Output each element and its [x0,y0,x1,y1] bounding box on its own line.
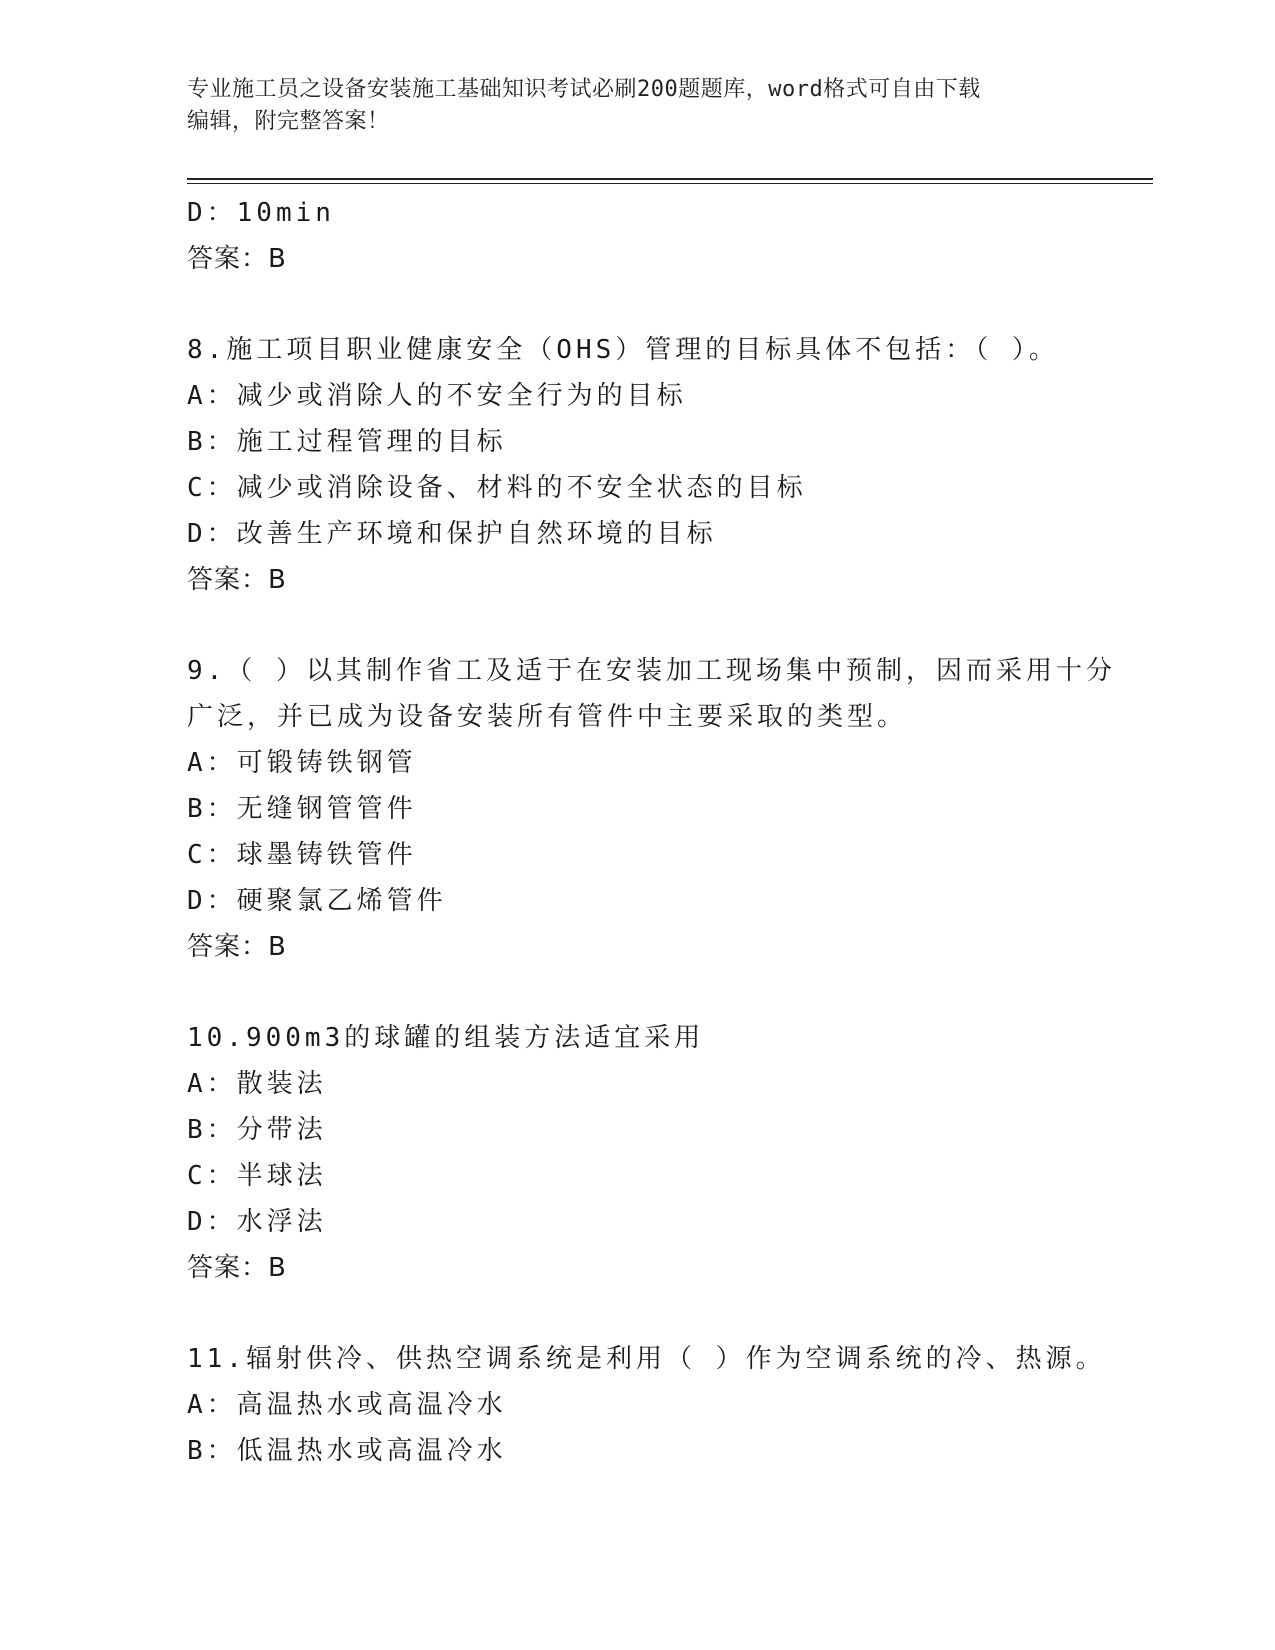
header-divider-thick [187,178,1153,180]
question-list [187,190,1153,1474]
option-b: B：分带法 [187,1115,327,1145]
question-gap [187,1291,1153,1336]
option-c: C：减少或消除设备、材料的不安全状态的目标 [187,473,807,503]
option-d: D：硬聚氯乙烯管件 [187,886,447,916]
header-title-line-2: 编辑，附完整答案！ [187,109,390,134]
option-a: A：减少或消除人的不安全行为的目标 [187,381,687,411]
option-a: A：高温热水或高温冷水 [187,1390,507,1420]
option-c: C：半球法 [187,1161,327,1191]
question-item-9 [187,648,1153,970]
question-item-8 [187,327,1153,603]
question-item-10 [187,1015,1153,1291]
question-item-11 [187,1336,1153,1474]
question-stem: 8.施工项目职业健康安全（OHS）管理的目标具体不包括：（ ）。 [187,335,1059,365]
header-title-line-1: 专业施工员之设备安装施工基础知识考试必刷200题题库，word格式可自由下载 [187,77,981,102]
answer-line: 答案：B [187,932,287,962]
option-b: B：低温热水或高温冷水 [187,1436,507,1466]
answer-line: 答案：B [187,1253,287,1283]
option-d: D：改善生产环境和保护自然环境的目标 [187,519,717,549]
option-d: D：水浮法 [187,1207,327,1237]
question-gap [187,603,1153,648]
option-c: C：球墨铸铁管件 [187,840,417,870]
option-b: B：施工过程管理的目标 [187,427,507,457]
question-gap [187,970,1153,1015]
question-stem: 10.900m3的球罐的组装方法适宜采用 [187,1023,705,1053]
answer-line: 答案：B [187,244,287,274]
question-stem: 9.（ ）以其制作省工及适于在安装加工现场集中预制，因而采用十分 [187,656,1116,686]
answer-line: 答案：B [187,565,287,595]
header-divider-thin [187,183,1153,184]
option-a: A：散装法 [187,1069,327,1099]
question-stem: 11.辐射供冷、供热空调系统是利用（ ）作为空调系统的冷、热源。 [187,1344,1106,1374]
option-a: A：可锻铸铁钢管 [187,748,417,778]
question-gap [187,282,1153,327]
option-b: B：无缝钢管管件 [187,794,417,824]
document-header [187,74,1067,138]
option-d: D：10min [187,198,335,228]
question-stem-continued: 广泛，并已成为设备安装所有管件中主要采取的类型。 [187,702,908,732]
